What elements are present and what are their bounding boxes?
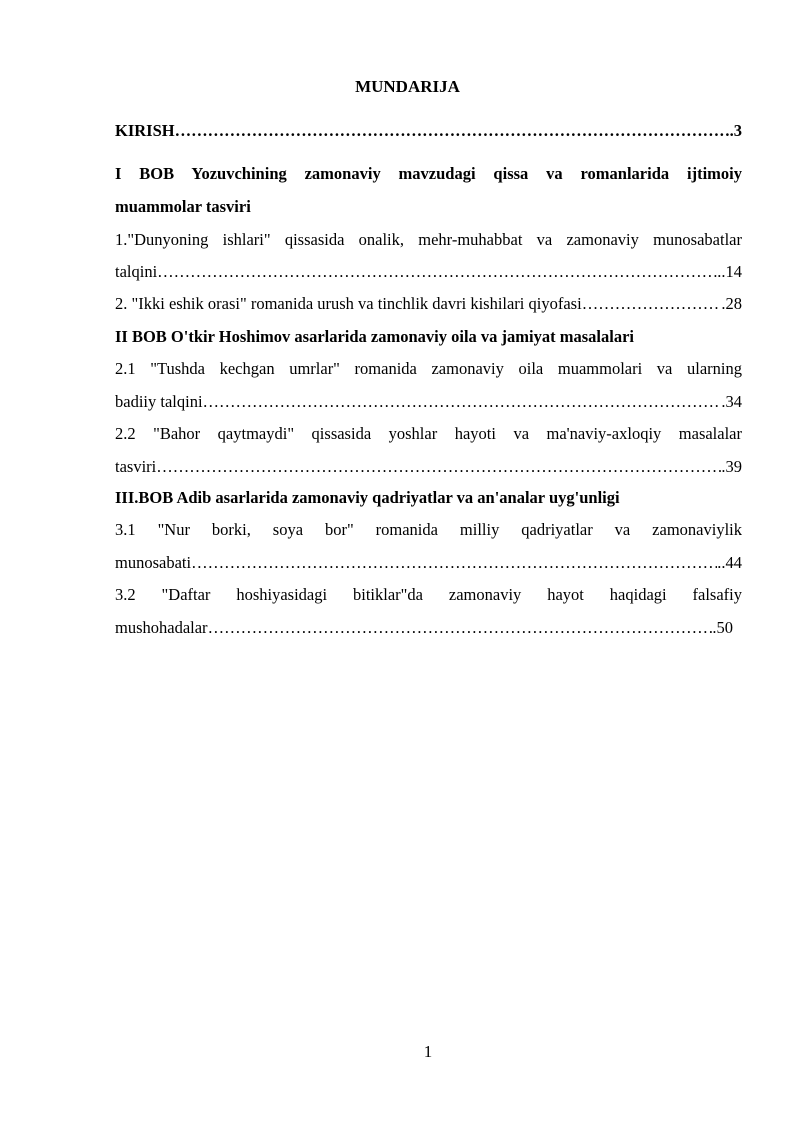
toc-entry-label: 2. "Ikki eshik orasi" romanida urush va tinchlik davri kishilari qiyofasi [115, 294, 582, 313]
toc-section-2-2-entry[interactable] [115, 456, 742, 478]
toc-entry-label: munosabati [115, 553, 192, 572]
dot-leader [175, 120, 730, 142]
dot-leader [157, 261, 717, 283]
toc-section-2-1-entry[interactable] [115, 391, 742, 413]
toc-page-number: .34 [721, 392, 742, 411]
toc-entry-label: badiiy talqini [115, 392, 203, 411]
toc-entry-label: talqini [115, 262, 158, 281]
toc-section-1-2-entry[interactable] [115, 293, 742, 315]
toc-page-number: .50 [712, 618, 733, 637]
dot-leader [156, 456, 721, 478]
toc-section-3-1-entry[interactable] [115, 552, 742, 574]
dot-leader [191, 552, 717, 574]
toc-page-number: .39 [721, 457, 742, 476]
toc-section-2-1-title[interactable]: 2.1 "Tushda kechgan umrlar" romanida zamonaviy oila muammolari va ularning [115, 359, 742, 378]
page-number: 1 [423, 1042, 433, 1061]
toc-section-3-2-title[interactable]: 3.2 "Daftar hoshiyasidagi bitiklar"da zamonaviy hayot haqidagi falsafiy [115, 585, 742, 604]
toc-section-1-1-entry[interactable] [115, 261, 742, 283]
toc-entry-label: KIRISH [115, 121, 175, 140]
toc-page-number: .3 [729, 121, 742, 140]
toc-section-3-1-title[interactable]: 3.1 "Nur borki, soya bor" romanida milliy qadriyatlar va zamonaviylik [115, 520, 742, 539]
toc-entry-label: tasviri [115, 457, 157, 476]
toc-section-2-2-title[interactable]: 2.2 "Bahor qaytmaydi" qissasida yoshlar hayoti va ma'naviy-axloqiy masalalar [115, 424, 742, 443]
dot-leader [582, 293, 722, 315]
toc-page-number: .28 [721, 294, 742, 313]
toc-section-1-1-title[interactable]: 1."Dunyoning ishlari" qissasida onalik, mehr-muhabbat va zamonaviy munosabatlar [115, 230, 742, 249]
toc-chapter-1-title[interactable]: I BOB Yozuvchining zamonaviy mavzudagi qissa va romanlarida ijtimoiy [115, 164, 742, 183]
dot-leader [203, 391, 722, 413]
toc-page-number: ..44 [717, 553, 742, 572]
toc-entry-kirish[interactable] [115, 120, 742, 142]
toc-chapter-3-title[interactable]: III.BOB Adib asarlarida zamonaviy qadriyatlar va an'analar uyg'unligi [115, 488, 620, 507]
dot-leader [208, 617, 713, 639]
toc-page-number: ..14 [717, 262, 742, 281]
toc-chapter-1-title-continued[interactable]: muammolar tasviri [115, 197, 251, 216]
toc-entry-label: mushohadalar [115, 618, 208, 637]
page-title: MUNDARIJA [355, 77, 460, 96]
toc-section-3-2-entry[interactable] [115, 617, 733, 639]
toc-chapter-2-title[interactable]: II BOB O'tkir Hoshimov asarlarida zamonaviy oila va jamiyat masalalari [115, 327, 634, 346]
